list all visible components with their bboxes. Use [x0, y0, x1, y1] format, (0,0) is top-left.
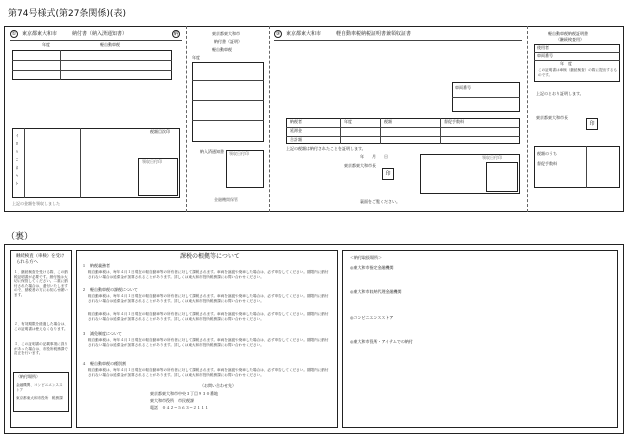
cert-table-col-3 — [440, 118, 441, 144]
stub-side-text: 納入済通知書 — [200, 149, 224, 154]
cert-note-1: 上記の税額は納付されたことを証明します。 — [286, 146, 366, 151]
notice-circle-right: 納 — [173, 31, 179, 37]
cert-field-5: 延滞金 — [290, 128, 302, 133]
cert-receipt-label: 領収日付印 — [482, 155, 502, 160]
notice-mark-2: ﾛ — [16, 141, 18, 146]
certificate-title: 軽自動車税納税証明書兼領収証書 — [336, 31, 412, 37]
back-left-para-3: ３．この証明書の記載事項に誤りがあった場合は、市役所税務課で訂正を行います。 — [14, 342, 68, 356]
stub-year: 年度 — [192, 55, 200, 60]
copy-vehicle-label: 車両番号 — [537, 53, 553, 58]
notice-info-col — [60, 50, 61, 80]
notice-receipt-label: 領収日付印 — [142, 159, 162, 164]
certificate-issuer: 東京都東大和市 — [286, 31, 322, 37]
copy-bottom-line-1: 上記のとおり証明します。 — [536, 91, 584, 96]
copy-owner-label: 使用者 — [537, 45, 549, 50]
cert-field-6: 合計額 — [290, 137, 302, 142]
back-section-4: ４ 軽自動車税の種別割 — [82, 361, 126, 366]
copy-mayor: 東京都東大和市長 — [536, 115, 568, 120]
stub-rule-3 — [192, 120, 264, 121]
back-right-title: ＜納付取扱場所＞ — [350, 255, 382, 260]
stub-bottom-text: 金融機関保管 — [214, 197, 238, 202]
cert-field-1: 納税者 — [290, 119, 302, 124]
copy-bottom-col — [586, 146, 587, 188]
notice-mark-1: ｲ — [16, 133, 18, 138]
back-right-item-4: ◎東大和市役所・アイテムでの納付 — [350, 339, 413, 344]
stub-rule-2 — [192, 100, 264, 101]
stub-tax-name: 軽自動車税 — [212, 47, 232, 52]
copy-year-label: 年 度 — [560, 61, 572, 66]
notice-mark-6: ﾍ — [16, 173, 18, 178]
form-title: 第74号様式(第27条関係)(表) — [8, 9, 126, 19]
back-middle-body-2: 軽自動車税は、毎年４月１日現在の軽自動車等の所有者に対して課税されます。車両を譲渡や廃車した場合は、必ず申告してください。期限内に納付されない場合は延滞金が加算されることがあります。詳しくは東大和市役所税務課にお問い合わせください。 — [88, 294, 329, 303]
certificate-header-rule — [274, 40, 522, 41]
stub-issuer: 東京都東大和市 — [212, 31, 240, 36]
back-right-item-3: ◎コンビニエンスストア — [350, 315, 394, 320]
back-left-para-2: ２．有効期限を経過した場合は、この証明書は使えなくなります。 — [14, 322, 68, 331]
stub-receipt-label: 領収日付印 — [229, 151, 249, 156]
back-middle-title: 課税の根拠等について — [180, 253, 240, 260]
back-left-para-1: １．継続検査を受ける際、この納税証明書が必要です。納付後は大切に保管してください。二重に納付された場合は、還付いたしますので、納税者の方にお知らせ願います。 — [14, 270, 68, 297]
back-left-note-1: 金融機関、コンビニエンスストア — [16, 383, 63, 392]
notice-amount-col-2 — [80, 128, 81, 198]
copy-bottom-line-3: 督促手数料 — [537, 161, 557, 166]
notice-small-note: 上記の金額を領収しました — [12, 201, 60, 206]
cert-bottom-note: 裏面をご覧ください。 — [360, 199, 400, 204]
stub-doc-name: 納付書（証明） — [214, 39, 242, 44]
back-right-item-2: ◎東大和市収納代理金融機関 — [350, 289, 402, 294]
notice-info-rule-2 — [12, 70, 172, 71]
back-contact-1: 東京都東大和市中央３丁目９３０番地 — [150, 391, 218, 396]
notice-mark-3: ﾊ — [16, 149, 18, 154]
certificate-vehicle-label: 車両番号 — [455, 85, 471, 90]
perforation-3 — [527, 26, 528, 212]
notice-header-rule — [10, 40, 182, 41]
notice-mark-5: ﾎ — [16, 165, 18, 170]
section-1-circle: ① — [11, 31, 17, 37]
copy-seal: 印 — [586, 118, 598, 130]
copy-rule-2 — [534, 60, 620, 61]
section-3-circle: ③ — [275, 31, 281, 37]
back-label: （裏） — [6, 232, 34, 242]
perforation-1 — [186, 26, 187, 212]
notice-doc-name: 納付書（納入済通知書） — [72, 31, 128, 37]
back-section-3: ３ 減免制度について — [82, 331, 122, 336]
back-contact-2: 東大和市役所 市民税課 — [150, 398, 194, 403]
cert-right-stamp — [486, 162, 518, 192]
cert-vbox-rule — [452, 97, 520, 98]
cert-mayor: 東京都東大和市長 — [344, 163, 376, 168]
notice-mark-7: ﾄ — [16, 181, 18, 186]
notice-amount-col — [24, 128, 25, 198]
notice-year: 年度 — [42, 42, 50, 47]
cert-table-col-1 — [340, 118, 341, 144]
back-left-title: 継続検査（車検）を受けられる方へ — [16, 254, 65, 265]
cert-field-4: 督促手数料 — [444, 119, 464, 124]
notice-tax-name: 軽自動車税 — [100, 42, 120, 47]
notice-amount-label: 税額目次印 — [150, 129, 170, 134]
copy-warn: この証明書は車検（継続検査）の際に提出するものです。 — [538, 68, 618, 77]
back-right-item-1: ◎東大和市指定金融機関 — [350, 265, 394, 270]
perforation-2 — [269, 26, 270, 212]
notice-issuer: 東京都東大和市 — [22, 31, 58, 37]
back-left-note-title: 〈納付場所〉 — [16, 374, 40, 379]
back-middle-body-3: 軽自動車税は、毎年４月１日現在の軽自動車等の所有者に対して課税されます。車両を譲渡や廃車した場合は、必ず申告してください。期限内に納付されない場合は延滞金が加算されることがあります。詳しくは東大和市役所税務課にお問い合わせください。 — [88, 312, 329, 321]
cert-table-rule-2 — [286, 136, 520, 137]
back-middle-body-4: 軽自動車税は、毎年４月１日現在の軽自動車等の所有者に対して課税されます。車両を譲渡や廃車した場合は、必ず申告してください。期限内に納付されない場合は延滞金が加算されることがあります。詳しくは東大和市役所税務課にお問い合わせください。 — [88, 338, 329, 347]
notice-info-rule-1 — [12, 60, 172, 61]
certificate-table — [286, 118, 520, 144]
notice-mark-4: ﾆ — [16, 157, 18, 162]
back-contact-3: 電話 ０４２−５６３−２１１１ — [150, 405, 209, 410]
cert-table-rule-1 — [286, 127, 520, 128]
back-middle-body-5: 軽自動車税は、毎年４月１日現在の軽自動車等の所有者に対して課税されます。車両を譲渡や廃車した場合は、必ず申告してください。期限内に納付されない場合は延滞金が加算されることがあります。詳しくは東大和市役所税務課にお問い合わせください。 — [88, 368, 329, 377]
cert-date-line: 年 月 日 — [360, 154, 388, 159]
copy-title: 軽自動車税納税証明書 — [548, 31, 588, 36]
back-contact-title: （お問い合わせ先） — [200, 383, 236, 388]
cert-field-2: 年度 — [344, 119, 352, 124]
copy-bottom-line-2: 税額のうち — [537, 151, 557, 156]
stub-amount-box — [192, 62, 264, 142]
stub-rule-1 — [192, 80, 264, 81]
back-section-2: ２ 軽自動車税の課税について — [82, 287, 138, 292]
copy-subtitle: （継続検査用） — [556, 37, 584, 42]
back-section-1: １ 納税義務者 — [82, 263, 110, 268]
back-left-note-2: 東京都東大和市役所 税務課 — [16, 396, 63, 400]
back-middle-body-1: 軽自動車税は、毎年４月１日現在の軽自動車等の所有者に対して課税されます。車両を譲渡や廃車した場合は、必ず申告してください。期限内に納付されない場合は延滞金が加算されることがあります。詳しくは東大和市役所税務課にお問い合わせください。 — [88, 270, 329, 279]
cert-field-3: 税額 — [384, 119, 392, 124]
cert-seal: 印 — [382, 168, 394, 180]
notice-info-box — [12, 50, 172, 80]
cert-table-col-2 — [380, 118, 381, 144]
